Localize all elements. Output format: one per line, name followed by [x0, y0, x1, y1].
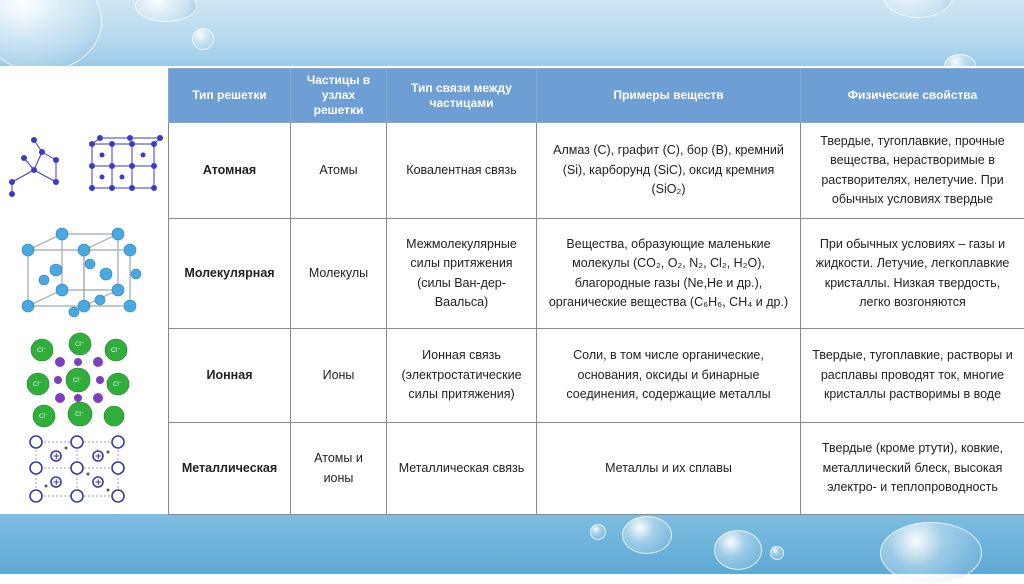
- header-particles: Частицы в узлах решетки: [291, 69, 387, 123]
- cell-examples: Металлы и их сплавы: [537, 423, 801, 515]
- cell-bond: Ковалентная связь: [387, 123, 537, 219]
- cell-lattice-type: Ионная: [169, 329, 291, 423]
- water-drop-decoration: [714, 530, 762, 570]
- cell-particles: Атомы: [291, 123, 387, 219]
- cell-properties: Твердые, тугоплавкие, растворы и расплавы проводят ток, многие кристаллы растворимы в воде: [801, 329, 1024, 423]
- header-examples: Примеры веществ: [537, 69, 801, 123]
- header-lattice-type: Тип решетки: [169, 69, 291, 123]
- footer-band: [0, 514, 1024, 574]
- water-drop-decoration: [590, 524, 606, 540]
- cell-bond: Металлическая связь: [387, 423, 537, 515]
- table-header-row: [169, 69, 1024, 123]
- cell-lattice-type: Атомная: [169, 123, 291, 219]
- crystal-illustrations: [0, 66, 168, 514]
- water-drop-decoration: [622, 516, 672, 554]
- cell-properties: Твердые (кроме ртути), ковкие, металлический блеск, высокая электро- и теплопроводность: [801, 423, 1024, 515]
- ion-sign: +: [53, 478, 61, 488]
- ion-sign: +: [95, 478, 103, 488]
- cell-examples: Вещества, образующие маленькие молекулы (CO₂, O₂, N₂, Cl₂, H₂O), благородные газы (Ne,He и др.), органические вещества (C₆H₆, CH₄ и др.): [537, 219, 801, 329]
- water-drop-decoration: [192, 28, 214, 50]
- cell-bond: Ионная связь (электростатические силы притяжения): [387, 329, 537, 423]
- ionic-lattice-image: [24, 332, 134, 428]
- header-bond-type: Тип связи между частицами: [387, 69, 537, 123]
- cell-lattice-type: Молекулярная: [169, 219, 291, 329]
- cell-particles: Ионы: [291, 329, 387, 423]
- table-row: [169, 329, 1024, 423]
- atomic-lattice-image: [4, 130, 164, 202]
- cell-lattice-type: Металлическая: [169, 423, 291, 515]
- ion-label: Cl⁻: [75, 341, 84, 348]
- cell-particles: Молекулы: [291, 219, 387, 329]
- ion-label: Cl⁻: [75, 411, 84, 418]
- ion-label: Cl⁻: [113, 381, 122, 388]
- cell-properties: Твердые, тугоплавкие, прочные вещества, нерастворимые в растворителях, нелетучие. При обычных условиях твердые: [801, 123, 1024, 219]
- table-row: [169, 219, 1024, 329]
- water-drop-decoration: [880, 522, 982, 584]
- ion-label: Cl⁻: [39, 413, 48, 420]
- ion-sign: +: [53, 452, 61, 462]
- cell-particles: Атомы и ионы: [291, 423, 387, 515]
- crystal-lattice-table: [168, 68, 1024, 515]
- water-drop-decoration: [770, 546, 784, 560]
- ion-label: Cl⁻: [111, 347, 120, 354]
- ion-sign: +: [95, 452, 103, 462]
- cell-bond: Межмолекулярные силы притяжения (силы Ван-дер-Ваальса): [387, 219, 537, 329]
- cell-examples: Алмаз (С), графит (С), бор (В), кремний (Si), карборунд (SiC), оксид кремния (SiO₂): [537, 123, 801, 219]
- molecular-lattice-image: [14, 224, 144, 324]
- ion-label: Cl⁻: [73, 377, 82, 384]
- ion-label: Cl⁻: [33, 381, 42, 388]
- ion-label: Cl⁻: [37, 347, 46, 354]
- header-properties: Физические свойства: [801, 69, 1024, 123]
- metallic-lattice-image: [22, 426, 132, 512]
- table-row: [169, 423, 1024, 515]
- cell-examples: Соли, в том числе органические, основания, оксиды и бинарные соединения, содержащие металлы: [537, 329, 801, 423]
- table-row: [169, 123, 1024, 219]
- cell-properties: При обычных условиях – газы и жидкости. Летучие, легкоплавкие кристаллы. Низкая твердость, легко возгоняются: [801, 219, 1024, 329]
